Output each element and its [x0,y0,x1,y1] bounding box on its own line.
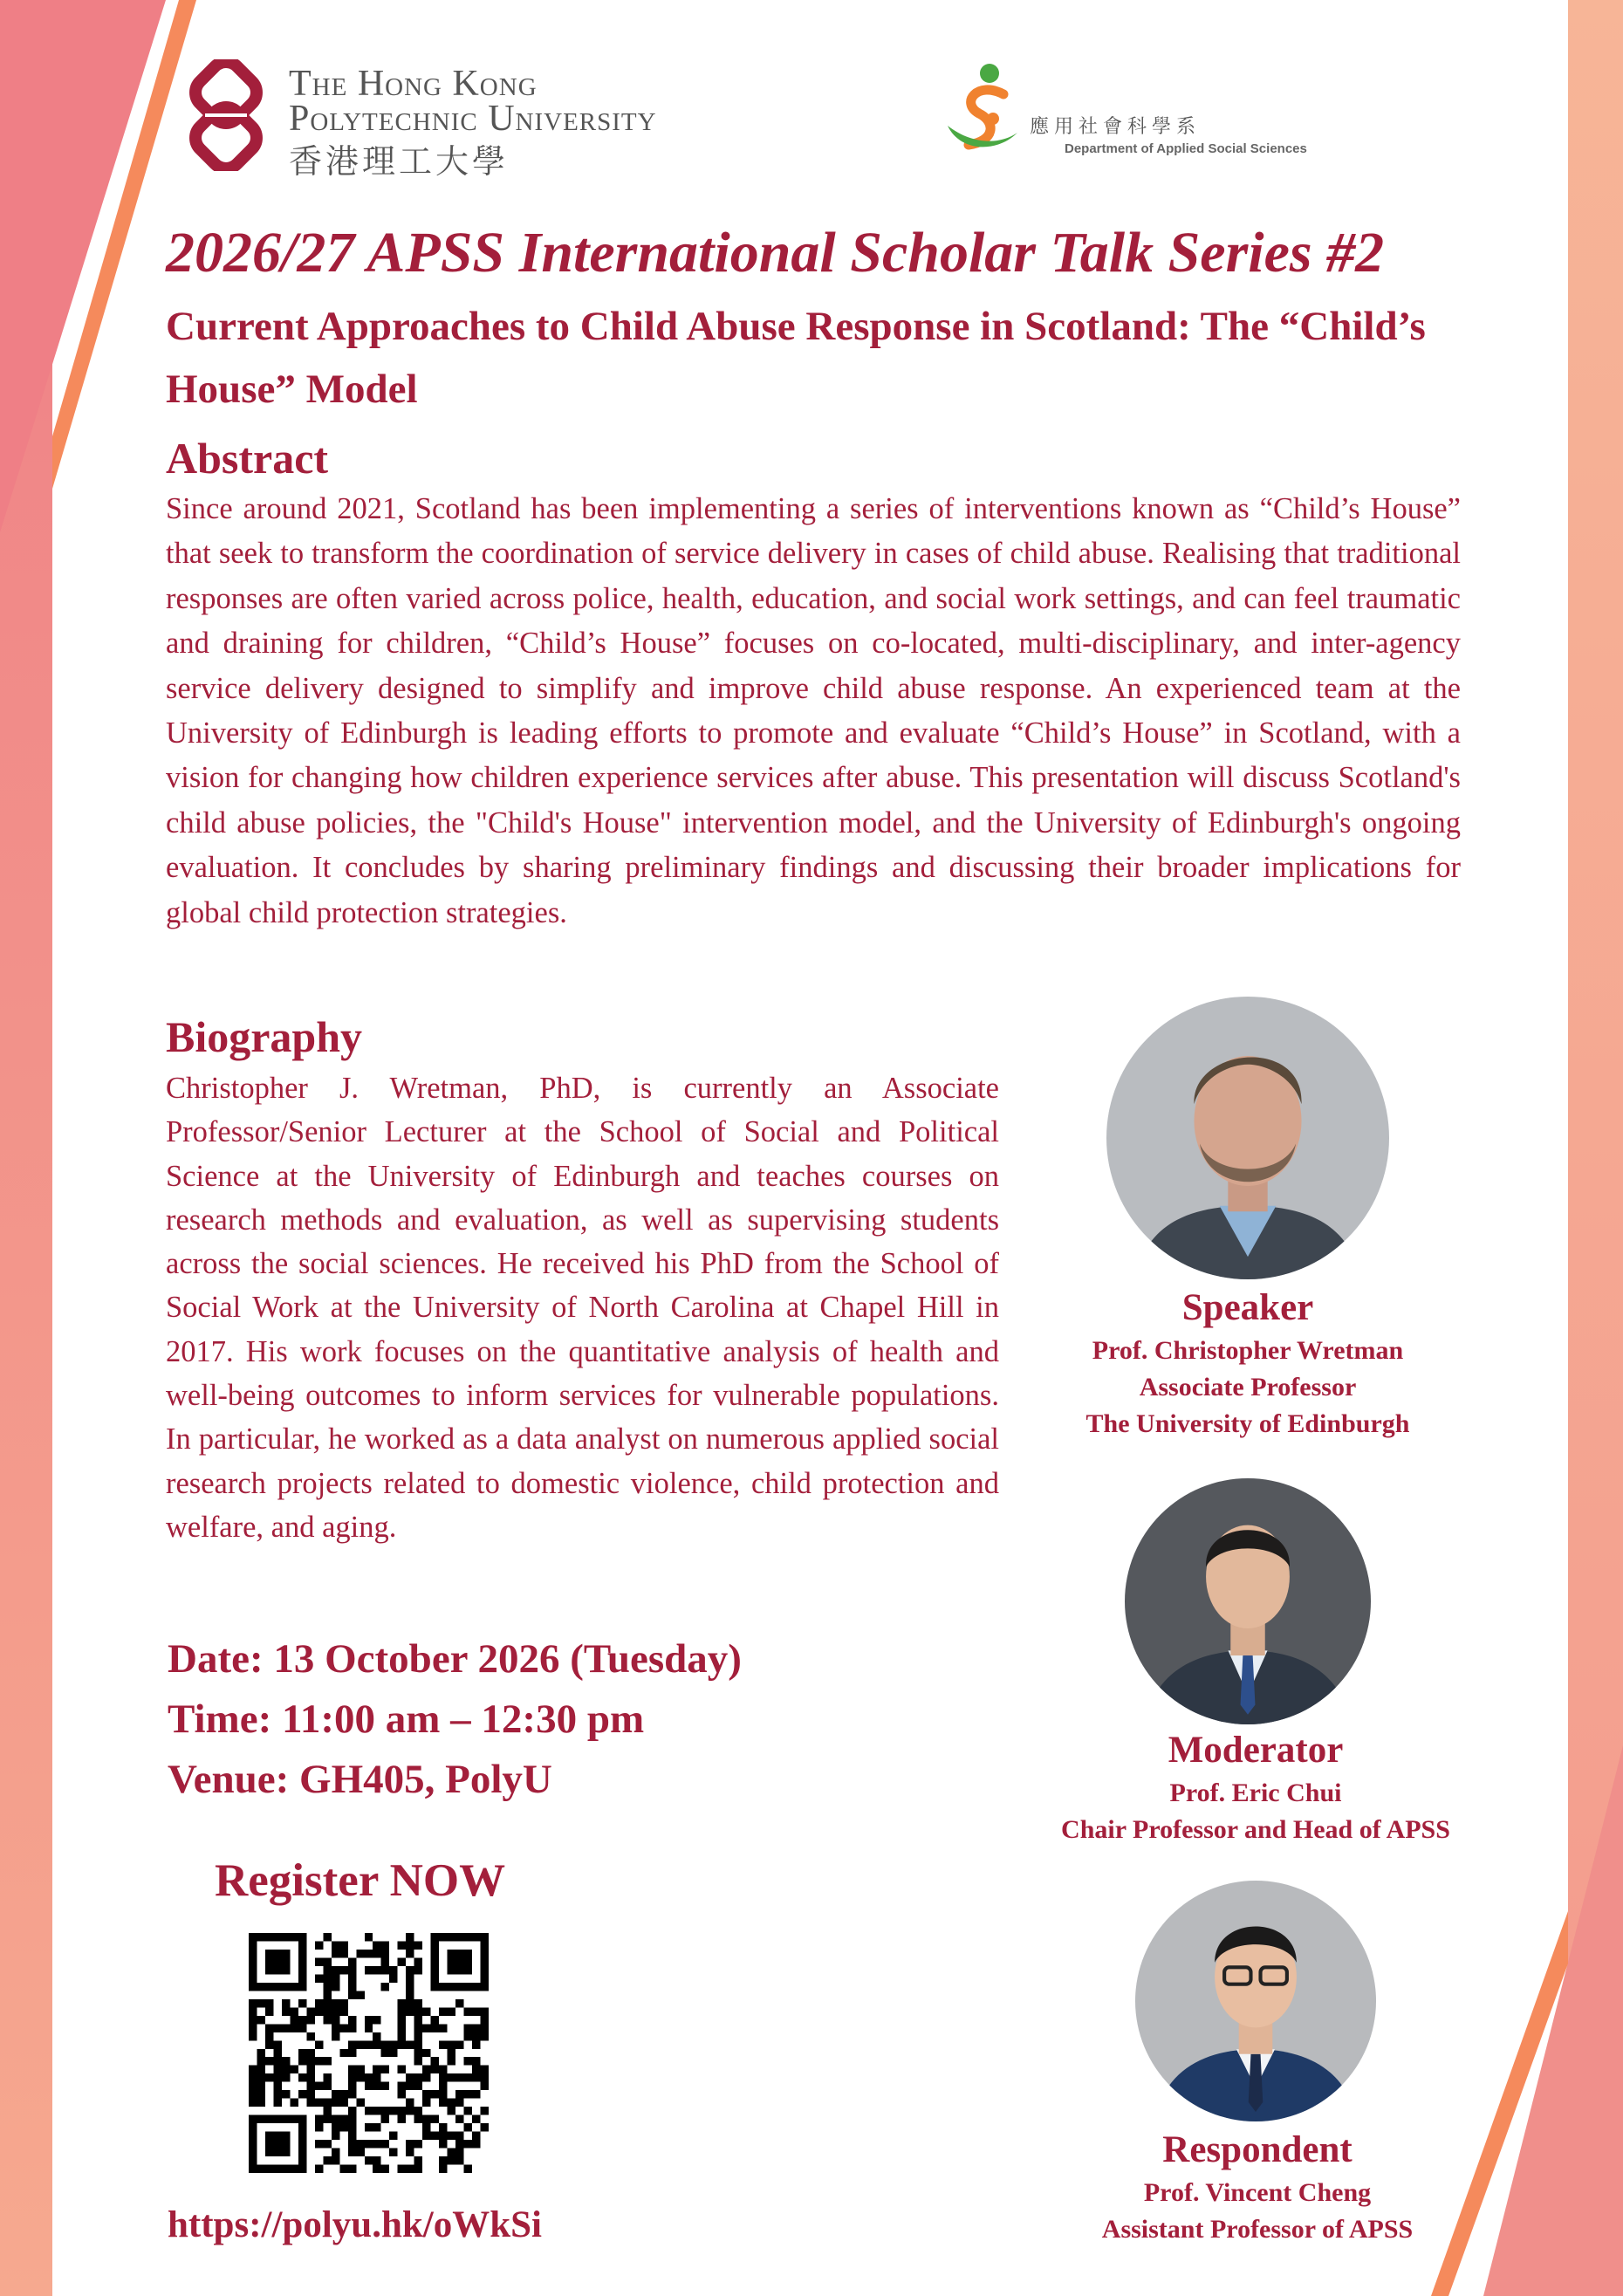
speaker-name: Prof. Christopher Wretman [1092,1336,1404,1365]
university-name-line2: Polytechnic University [289,99,657,139]
respondent-photo [1135,1881,1376,2121]
polyu-logo [170,59,746,181]
event-date: Date: 13 October 2026 (Tuesday) [168,1636,742,1682]
speaker-position: Associate Professor [1139,1373,1357,1402]
moderator-name: Prof. Eric Chui [1169,1779,1342,1807]
apss-logo [942,61,1344,166]
abstract-heading: Abstract [166,434,329,483]
respondent-role: Respondent [1162,2129,1352,2170]
department-name-chinese: 應用社會科學系 [1030,116,1202,138]
event-venue: Venue: GH405, PolyU [168,1757,552,1802]
respondent-position: Assistant Professor of APSS [1101,2215,1414,2244]
respondent-name: Prof. Vincent Cheng [1143,2178,1372,2207]
biography-heading: Biography [166,1012,363,1061]
series-title: 2026/27 APSS International Scholar Talk Series #2 [166,221,1385,284]
biography-text: Christopher J. Wretman, PhD, is currently an Associate Professor/Senior Lecturer at the School of Social and Political Science at the University of Edinburgh and teaches courses on research methods and evaluation, as well as supervising students across the social sciences. He received his PhD from the School of Social Work at the University of North Carolina at Chapel Hill in 2017. His work focuses on the quantitative analysis of health and well-being outcomes to inform services for vulnerable populations. In particular, he worked as a data analyst on numerous applied social research projects related to domestic violence, child protection and welfare, and aging. [166,1072,999,1544]
speaker-info [977,1284,1518,1443]
abstract-text: Since around 2021, Scotland has been implementing a series of interventions known as “Child’s House” that seek to transform the coordination of service delivery in cases of child abuse. Realising that traditional responses are often varied across police, health, education, and social work settings, and can feel traumatic and draining for children, “Child’s House” focuses on co-located, multi-disciplinary, and inter-agency service delivery designed to simplify and improve child abuse response. An experienced team at the University of Edinburgh is leading efforts to promote and evaluate “Child’s House” in Scotland, with a vision for changing how children experience services after abuse. This presentation will discuss Scotland's child abuse policies, the "Child's House" intervention model, and the University of Edinburgh's ongoing evaluation. It concludes by sharing preliminary findings and discussing their broader implications for global child protection strategies. [166,492,1461,929]
event-time: Time: 11:00 am – 12:30 pm [168,1696,645,1742]
respondent-info [987,2126,1528,2248]
moderator-role: Moderator [1168,1730,1344,1771]
register-title: Register NOW [215,1855,506,1906]
talk-title: Current Approaches to Child Abuse Response in Scotland: The “Child’s House” Model [166,304,1426,412]
moderator-photo [1125,1478,1371,1724]
registration-qr-code[interactable] [249,1933,489,2173]
speaker-affiliation: The University of Edinburgh [1085,1409,1410,1438]
moderator-position: Chair Professor and Head of APSS [1061,1815,1450,1844]
registration-link[interactable]: https://polyu.hk/oWkSi [168,2204,542,2245]
speaker-photo [1106,997,1389,1279]
university-name-chinese: 香港理工大學 [289,144,510,181]
university-name-line1: The Hong Kong [289,64,538,104]
speaker-role: Speaker [1181,1287,1314,1328]
department-name-english: Department of Applied Social Sciences [1065,141,1307,156]
moderator-info [985,1726,1526,1848]
polyu-emblem-icon [170,59,282,171]
apss-emblem-icon [942,61,1030,162]
left-decor-wedge [0,0,166,532]
